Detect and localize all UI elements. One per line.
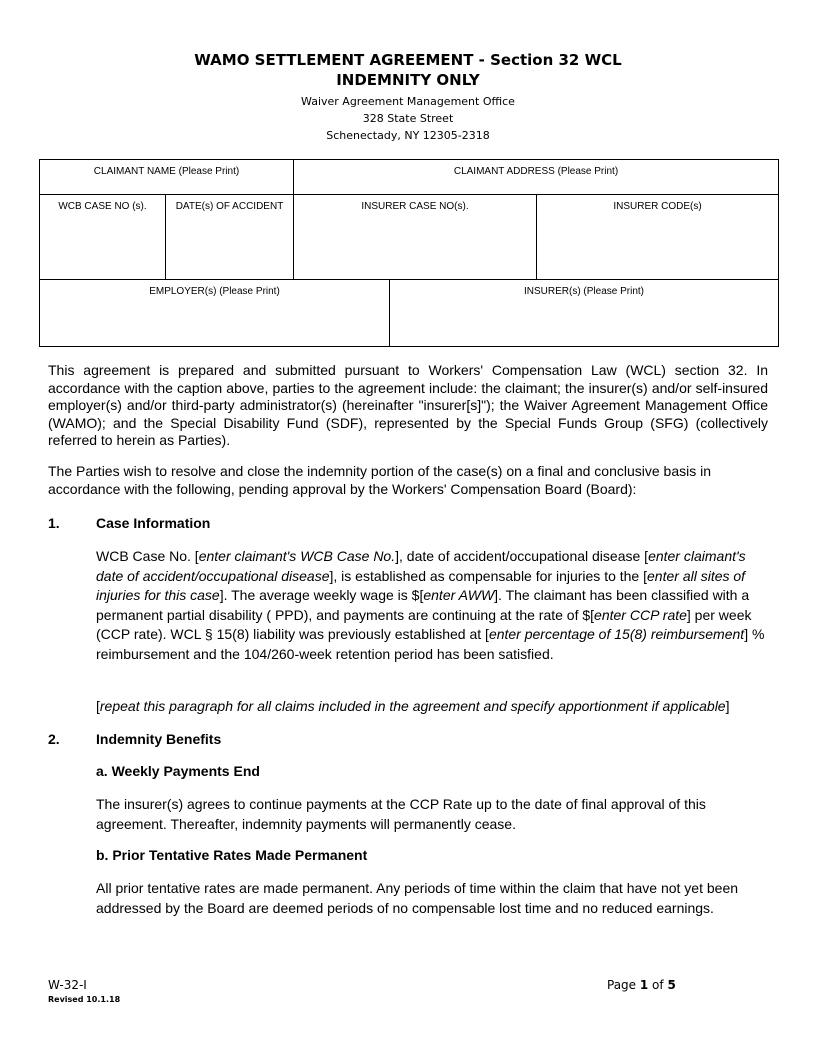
page-of-label: of <box>648 978 668 992</box>
revision-date: Revised 10.1.18 <box>48 995 121 1004</box>
claim-info-form <box>39 159 779 347</box>
form-row-claimant <box>40 160 778 195</box>
section-2-number: 2. <box>48 731 60 747</box>
aww-placeholder: enter AWW <box>423 587 495 603</box>
intro-paragraph-1: This agreement is prepared and submitted pursuant to Workers' Compensation Law (WCL) section 32. In accordance with the caption above, parties to the agreement include: the claimant; the insurer(s) and/or self-insured employer(s) and/or third-party administrator(s) (hereinafter "insurer[s]"); the Waiver Agreement Management Office (WAMO); and the Special Disability Fund (SDF), represented by the Special Funds Group (SFG) (collectively referred to herein as Parties). <box>48 362 768 448</box>
case-text: ]. The claimant has been classified with a permanent partial disability ( PPD), and payments are continuing at the rate of $[ <box>96 587 750 623</box>
document-subtitle: INDEMNITY ONLY <box>336 71 480 89</box>
wcb-case-placeholder: enter claimant's WCB Case No. <box>198 548 396 564</box>
section-1-title: Case Information <box>96 515 211 531</box>
subsection-a-text: The insurer(s) agrees to continue payments at the CCP Rate up to the date of final approval of this agreement. Thereafter, indemnity payments will permanently cease. <box>96 796 706 832</box>
date-of-accident-field[interactable]: DATE(s) OF ACCIDENT <box>166 195 294 279</box>
insurer-code-field[interactable]: INSURER CODE(s) <box>613 201 702 212</box>
subsection-a-title: a. Weekly Payments End <box>96 763 260 779</box>
ccp-rate-placeholder: enter CCP rate <box>594 606 687 623</box>
office-name: Waiver Agreement Management Office <box>301 95 515 108</box>
case-information-paragraph <box>96 547 768 664</box>
insurer-field[interactable]: INSURER(s) (Please Print) <box>523 286 645 297</box>
repeat-instruction <box>96 697 768 717</box>
accident-date-placeholder: enter claimant's date of accident/occupational disease <box>96 548 746 584</box>
current-page: 1 <box>639 978 649 992</box>
office-city: Schenectady, NY 12305-2318 <box>326 129 490 142</box>
repeat-instruction-text: repeat this paragraph for all claims included in the agreement and specify apportionment if applicable <box>99 698 726 714</box>
form-id: W-32-I <box>48 978 87 992</box>
section-1-number: 1. <box>48 515 60 531</box>
case-text: ]. The average weekly wage is $[ <box>219 587 424 603</box>
page-label: Page <box>607 978 640 992</box>
page-number <box>607 978 676 992</box>
insurer-case-no-field[interactable]: INSURER CASE NO(s). <box>294 195 537 279</box>
claimant-address-field[interactable]: CLAIMANT ADDRESS (Please Print) <box>453 166 619 177</box>
subsection-b-text: All prior tentative rates are made permanent. Any periods of time within the claim that have not yet been addressed by the Board are deemed periods of no compensable lost time and no reduced earnings. <box>96 880 739 916</box>
office-street: 328 State Street <box>362 112 454 125</box>
case-text: ] per week (CCP rate). WCL § 15(8) liability was previously established at [ <box>96 606 752 642</box>
wcb-case-no-field[interactable]: WCB CASE NO (s). <box>40 195 166 279</box>
bracket: ] <box>725 698 730 714</box>
section-2-title: Indemnity Benefits <box>96 731 222 747</box>
injury-sites-placeholder: enter all sites of injuries for this case <box>96 567 746 603</box>
intro-paragraph-2: The Parties wish to resolve and close the indemnity portion of the case(s) on a final and conclusive basis in accordance with the following, pending approval by the Workers' Compensation Board (Board): <box>48 463 712 497</box>
case-text: ], is established as compensable for injuries to the [ <box>329 567 648 584</box>
case-text: WCB Case No. [ <box>96 548 199 564</box>
form-row-case <box>40 195 778 280</box>
case-text: ] % reimbursement and the 104/260-week retention period has been satisfied. <box>96 626 765 662</box>
bracket: [ <box>96 698 100 714</box>
subsection-b-title: b. Prior Tentative Rates Made Permanent <box>96 847 368 863</box>
reimbursement-placeholder: enter percentage of 15(8) reimbursement <box>488 626 745 642</box>
document-title: WAMO SETTLEMENT AGREEMENT - Section 32 WCL <box>194 51 622 69</box>
document-header <box>0 50 816 144</box>
case-text: ], date of accident/occupational disease [ <box>395 548 649 564</box>
claimant-name-field[interactable]: CLAIMANT NAME (Please Print) <box>40 160 294 194</box>
employer-field[interactable]: EMPLOYER(s) (Please Print) <box>40 280 390 346</box>
form-row-employer <box>40 280 778 346</box>
total-pages: 5 <box>667 978 676 992</box>
